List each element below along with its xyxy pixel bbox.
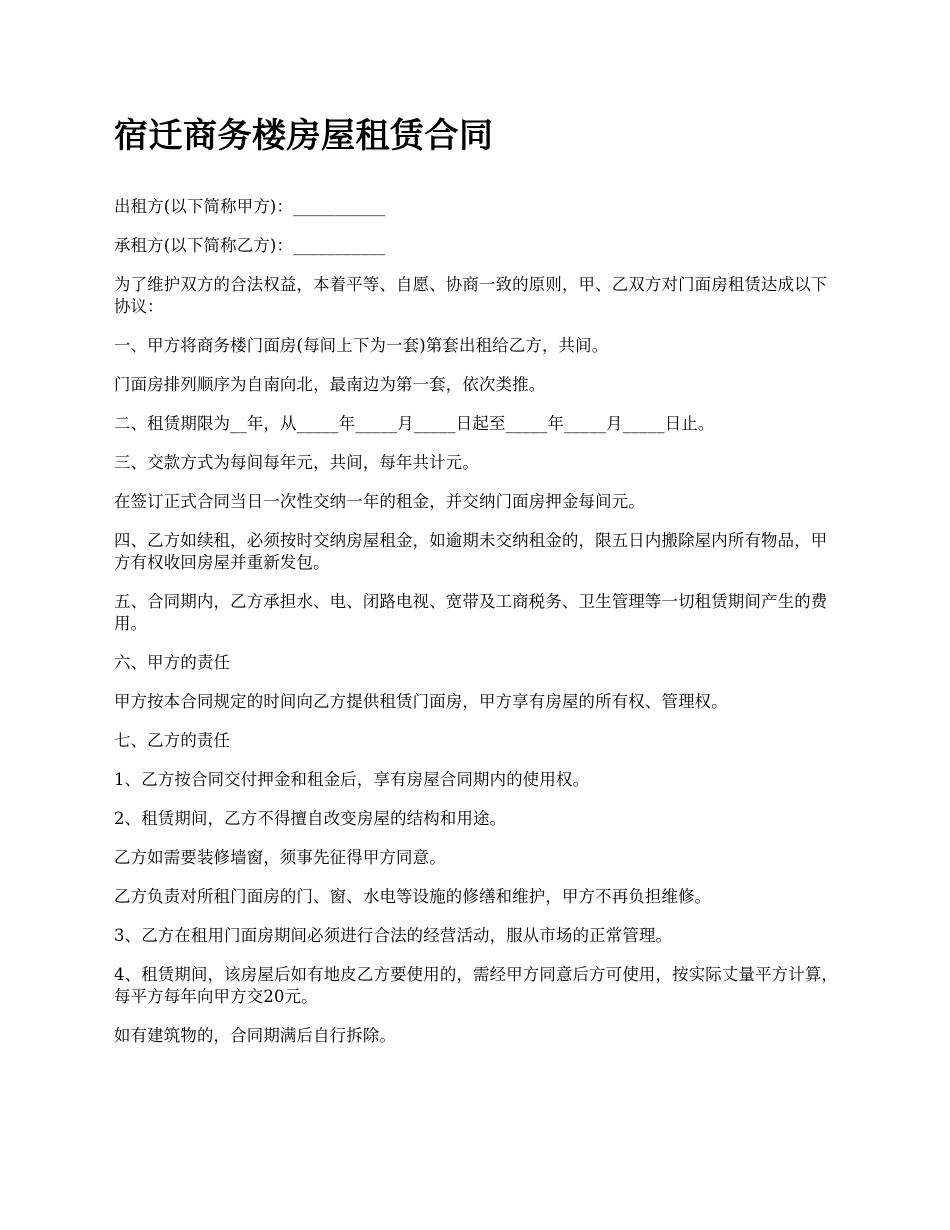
clause-1-paragraph: 一、甲方将商务楼门面房(每间上下为一套)第套出租给乙方，共间。 [114,336,609,355]
preamble-paragraph: 为了维护双方的合法权益，本着平等、自愿、协商一致的原则，甲、乙双方对门面房租赁达成以下协议： [114,275,828,316]
clause-7-item-4: 4、租赁期间，该房屋后如有地皮乙方要使用的，需经甲方同意后方可使用，按实际丈量平方计算，每平方每年向甲方交20元。 [114,965,839,1006]
clause-7-heading: 七、乙方的责任 [114,731,231,750]
clause-3-paragraph: 三、交款方式为每间每年元，共间，每年共计元。 [114,453,479,472]
document-body [114,112,840,1064]
clause-1-order-paragraph: 门面房排列顺序为自南向北，最南边为第一套，依次类推。 [114,375,546,394]
clause-6-heading: 六、甲方的责任 [114,653,231,672]
clause-7-item-4-demolition: 如有建筑物的，合同期满后自行拆除。 [114,1026,397,1045]
clause-7-item-3: 3、乙方在租用门面房期间必须进行合法的经营活动，服从市场的正常管理。 [114,926,673,945]
clause-6-paragraph: 甲方按本合同规定的时间向乙方提供租赁门面房，甲方享有房屋的所有权、管理权。 [114,692,728,711]
clause-5-paragraph: 五、合同期内，乙方承担水、电、闭路电视、宽带及工商税务、卫生管理等一切租赁期间产生的费用。 [114,592,828,633]
lessee-line: 承租方(以下简称乙方)：___________ [114,236,386,255]
clause-3-deposit-paragraph: 在签订正式合同当日一次性交纳一年的租金，并交纳门面房押金每间元。 [114,492,645,511]
lessor-line: 出租方(以下简称甲方)：___________ [114,197,386,216]
clause-4-paragraph: 四、乙方如续租，必须按时交纳房屋租金，如逾期未交纳租金的，限五日内搬除屋内所有物品，甲方有权收回房屋并重新发包。 [114,531,828,572]
clause-7-item-1: 1、乙方按合同交付押金和租金后，享有房屋合同期内的使用权。 [114,770,590,789]
clause-2-paragraph: 二、租赁期限为__年，从_____年_____月_____日起至_____年_____月_____日止。 [114,414,715,433]
clause-7-item-2: 2、租赁期间，乙方不得擅自改变房屋的结构和用途。 [114,809,507,828]
document-title: 宿迁商务楼房屋租赁合同 [114,116,494,156]
clause-7-item-2-maintenance: 乙方负责对所租门面房的门、窗、水电等设施的修缮和维护，甲方不再负担维修。 [114,887,712,906]
clause-7-item-2-renovation: 乙方如需要装修墙窗，须事先征得甲方同意。 [114,848,446,867]
